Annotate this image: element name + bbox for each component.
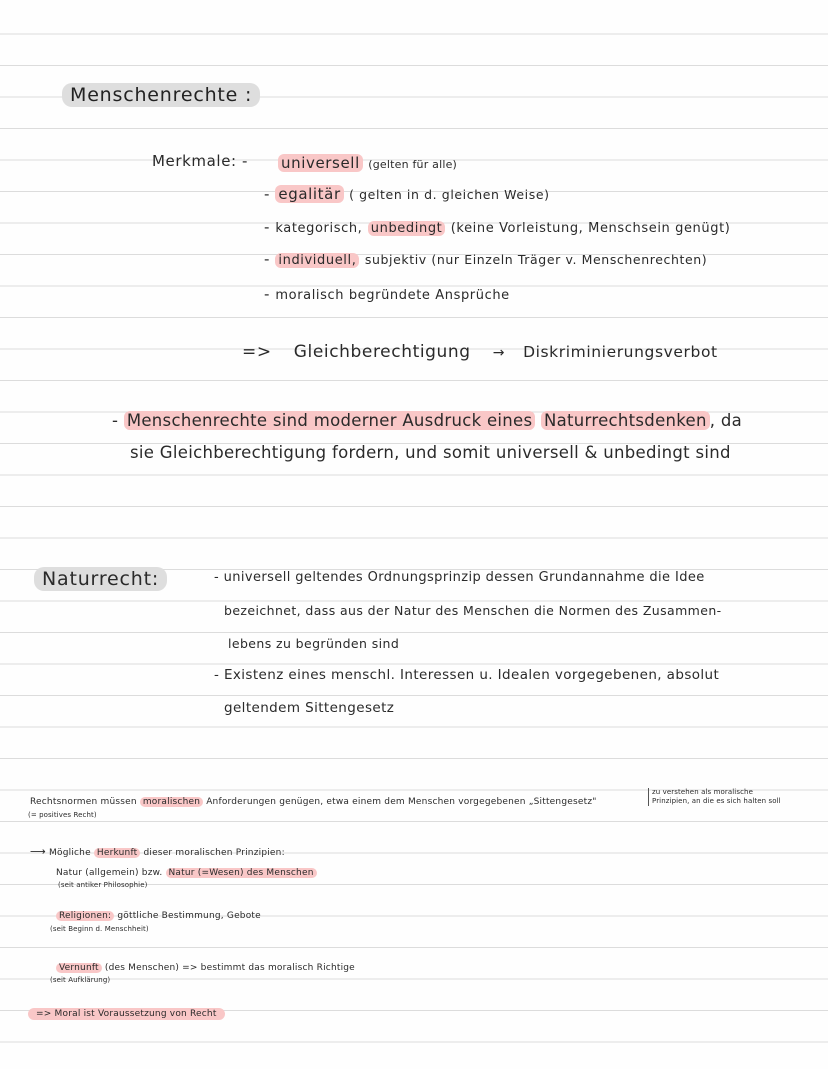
origin-religion: Religionen: göttliche Bestimmung, Gebote [56,911,261,921]
origin-line: ⟶ Mögliche Herkunft dieser moralischen Prinzipien: [30,845,285,858]
list-item: - kategorisch, unbedingt (keine Vorleistung, Menschsein genügt) [264,218,731,236]
origin-vernunft: Vernunft (des Menschen) => bestimmt das moralisch Richtige [56,963,355,973]
statement-line-1: - Menschenrechte sind moderner Ausdruck eines Naturrechtsdenken , da [112,411,743,430]
naturrecht-line: lebens zu begründen sind [228,636,400,651]
origin-natur-sub: (seit antiker Philosophie) [58,881,148,889]
side-note: zu verstehen als moralische Prinzipien, an die es sich halten soll [648,788,781,806]
origin-natur: Natur (allgemein) bzw. Natur (=Wesen) des Menschen [56,868,317,878]
naturrecht-line: geltendem Sittengesetz [224,700,395,716]
list-item: - egalitär ( gelten in d. gleichen Weise) [264,185,550,203]
naturrecht-line: bezeichnet, dass aus der Natur des Menschen die Normen des Zusammen- [224,603,722,618]
list-item: - individuell, subjektiv (nur Einzeln Träger v. Menschenrechten) [264,250,708,268]
origin-religion-sub: (seit Beginn d. Menschheit) [50,925,149,933]
conclusion-line: => Gleichberechtigung → Diskriminierungsverbot [242,342,718,362]
origin-vernunft-sub: (seit Aufklärung) [50,976,111,984]
list-item: - moralisch begründete Ansprüche [264,285,510,303]
merkmale-label: Merkmale: - [152,152,249,170]
naturrecht-line: - Existenz eines menschl. Interessen u. Idealen vorgegebenen, absolut [214,667,720,683]
naturrecht-line: - universell geltendes Ordnungsprinzip dessen Grundannahme die Idee [214,570,705,585]
rechtsnormen-line: Rechtsnormen müssen moralischen Anforderungen genügen, etwa einem dem Menschen vorgegebenen „Sittengesetz" [30,797,597,807]
section-title-menschenrechte: Menschenrechte : [62,84,260,106]
statement-line-2: sie Gleichberechtigung fordern, und somit universell & unbedingt sind [130,443,731,462]
rechtsnormen-sub: (= positives Recht) [28,811,97,819]
final-conclusion: => Moral ist Voraussetzung von Recht [28,1009,225,1019]
section-title-naturrecht: Naturrecht: [34,568,167,590]
list-item: universell (gelten für alle) [278,154,457,172]
